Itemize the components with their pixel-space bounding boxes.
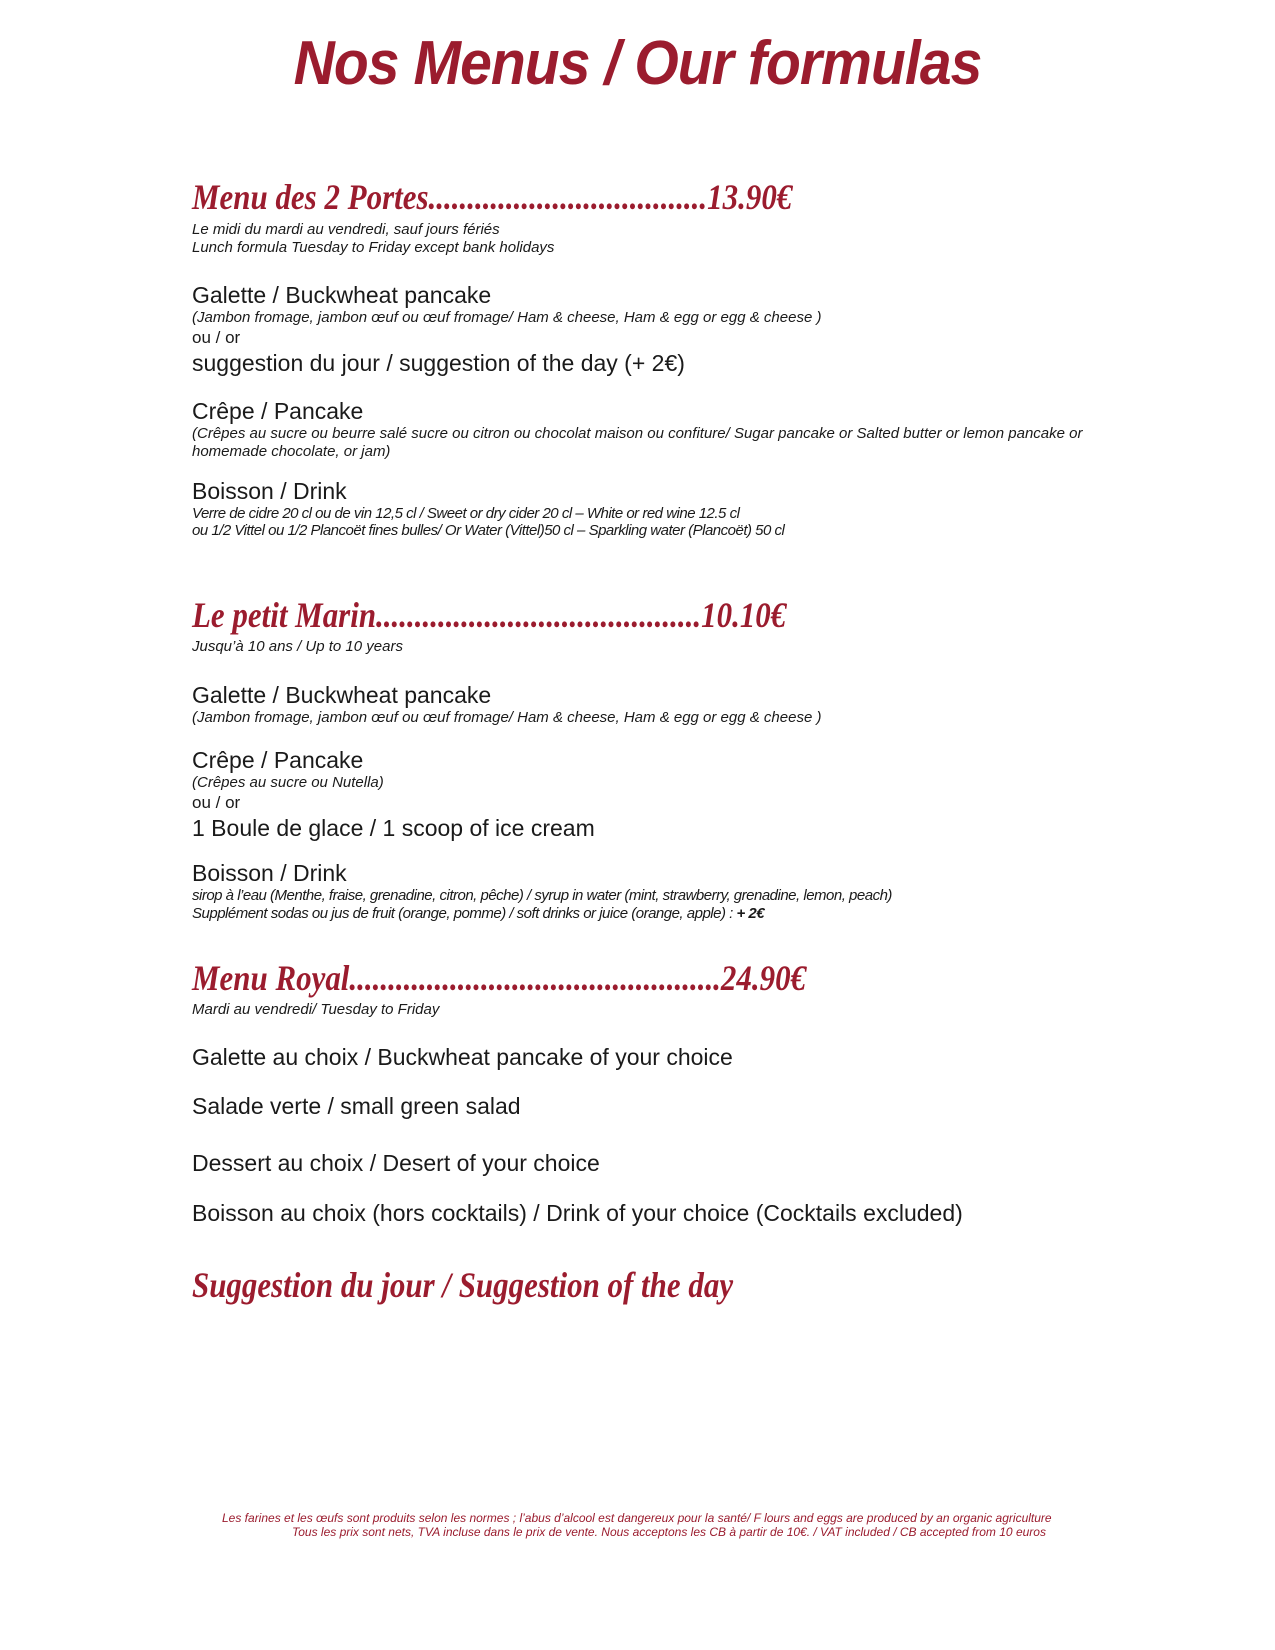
- menu-2-portes-heading: Menu des 2 Portes....................................13.90€: [192, 177, 793, 217]
- page-title: Nos Menus / Our formulas: [293, 29, 982, 98]
- petit-marin-drink: Boisson / Drink: [192, 860, 347, 886]
- petit-marin-drink-supplement: + 2€: [736, 905, 765, 922]
- petit-marin-subtitle: Jusqu’à 10 ans / Up to 10 years: [192, 638, 403, 655]
- menu-2-portes-drink: Boisson / Drink: [192, 478, 347, 504]
- petit-marin-drink-desc-2-text: Supplément sodas ou jus de fruit (orange, pomme) / soft drinks or juice (orange, apple) :: [192, 905, 737, 922]
- menu-2-portes-galette-desc: (Jambon fromage, jambon œuf ou œuf fromage/ Ham & cheese, Ham & egg or egg & cheese ): [192, 309, 822, 326]
- menu-royal-drink: Boisson au choix (hors cocktails) / Drink of your choice (Cocktails excluded): [192, 1200, 963, 1226]
- menu-2-portes-galette: Galette / Buckwheat pancake: [192, 282, 492, 308]
- petit-marin-galette: Galette / Buckwheat pancake: [192, 682, 492, 708]
- menu-royal-subtitle: Mardi au vendredi/ Tuesday to Friday: [192, 1001, 440, 1018]
- menu-royal-heading: Menu Royal................................................24.90€: [192, 958, 807, 998]
- menu-royal-salad: Salade verte / small green salad: [192, 1093, 521, 1119]
- suggestion-heading: Suggestion du jour / Suggestion of the day: [192, 1265, 734, 1305]
- petit-marin-heading: Le petit Marin..........................................10.10€: [192, 595, 787, 635]
- petit-marin-ice-cream: 1 Boule de glace / 1 scoop of ice cream: [192, 815, 595, 841]
- petit-marin-drink-desc-1: sirop à l’eau (Menthe, fraise, grenadine, citron, pêche) / syrup in water (mint, strawberry, grenadine, lemon, peach): [192, 887, 892, 904]
- menu-2-portes-or: ou / or: [192, 328, 241, 347]
- menu-royal-dessert: Dessert au choix / Desert of your choice: [192, 1150, 600, 1176]
- footer-line-1: Les farines et les œufs sont produits selon les normes ; l’abus d’alcool est dangereux pour la santé/ F lours and eggs are produced by an organic agriculture: [222, 1511, 1052, 1525]
- menu-2-portes-drink-desc-1: Verre de cidre 20 cl ou de vin 12,5 cl / Sweet or dry cider 20 cl – White or red wine 12.5 cl: [192, 505, 740, 522]
- menu-royal-galette: Galette au choix / Buckwheat pancake of your choice: [192, 1044, 733, 1070]
- petit-marin-galette-desc: (Jambon fromage, jambon œuf ou œuf fromage/ Ham & cheese, Ham & egg or egg & cheese ): [192, 709, 822, 726]
- menu-2-portes-subtitle-fr: Le midi du mardi au vendredi, sauf jours fériés: [192, 221, 500, 238]
- menu-2-portes-drink-desc-2: ou 1/2 Vittel ou 1/2 Plancoët fines bulles/ Or Water (Vittel)50 cl – Sparkling water (Plancoët) 50 cl: [192, 522, 785, 539]
- petit-marin-drink-desc-2: [192, 905, 764, 922]
- footer-line-2: Tous les prix sont nets, TVA incluse dans le prix de vente. Nous acceptons les CB à partir de 10€. / VAT included / CB accepted from 10 euros: [292, 1525, 1046, 1539]
- petit-marin-crepe-desc: (Crêpes au sucre ou Nutella): [192, 774, 384, 791]
- menu-2-portes-subtitle-en: Lunch formula Tuesday to Friday except bank holidays: [192, 239, 555, 256]
- menu-2-portes-crepe: Crêpe / Pancake: [192, 398, 364, 424]
- menu-2-portes-suggestion: suggestion du jour / suggestion of the day (+ 2€): [192, 350, 685, 376]
- petit-marin-crepe: Crêpe / Pancake: [192, 747, 364, 773]
- menu-2-portes-crepe-desc: (Crêpes au sucre ou beurre salé sucre ou citron ou chocolat maison ou confiture/ Sugar pancake or Salted butter or lemon pancake or homemade chocolate, or jam): [192, 425, 1083, 460]
- petit-marin-or: ou / or: [192, 793, 241, 812]
